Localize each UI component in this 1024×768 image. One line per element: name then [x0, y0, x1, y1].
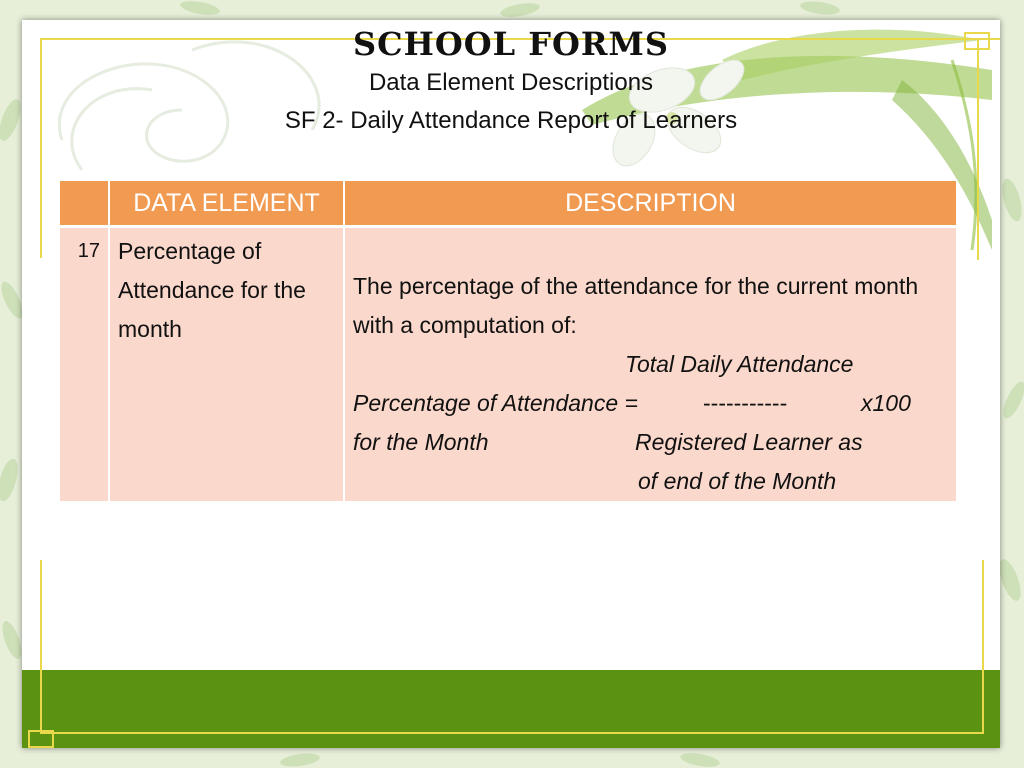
attendance-formula [345, 345, 956, 501]
header-number [60, 181, 109, 227]
slide [22, 20, 1000, 748]
formula-denominator-line1: Registered Learner as [635, 429, 863, 455]
page-title: SCHOOL FORMS [353, 25, 669, 63]
form-name: SF 2- Daily Attendance Report of Learners [284, 107, 738, 134]
header-description: DESCRIPTION [344, 181, 956, 227]
formula-label-line2: for the Month [353, 429, 489, 455]
formula-numerator: Total Daily Attendance [625, 351, 854, 377]
table-header-row [60, 181, 956, 227]
footer-green-band [22, 670, 1000, 748]
frame-line-right-lower [982, 560, 984, 732]
corner-box-bottom-left [28, 730, 54, 748]
frame-line-bottom [40, 732, 984, 734]
formula-denominator-line2: of end of the Month [638, 468, 837, 494]
formula-divider: ----------- [703, 390, 788, 416]
data-element-table [60, 181, 956, 501]
table-row [60, 227, 956, 502]
frame-line-left-lower [40, 560, 42, 732]
page-subtitle: Data Element Descriptions [368, 69, 654, 96]
row-data-element: Percentage of Attendance for the month [109, 227, 344, 502]
formula-label-line1: Percentage of Attendance = [353, 390, 638, 416]
row-description: The percentage of the attendance for the current month with a computation of: [353, 273, 919, 338]
row-description-cell [344, 227, 956, 502]
row-number: 17 [60, 227, 109, 502]
formula-multiplier: x100 [861, 390, 911, 416]
header-data-element: DATA ELEMENT [109, 181, 344, 227]
title-block [22, 24, 1000, 140]
